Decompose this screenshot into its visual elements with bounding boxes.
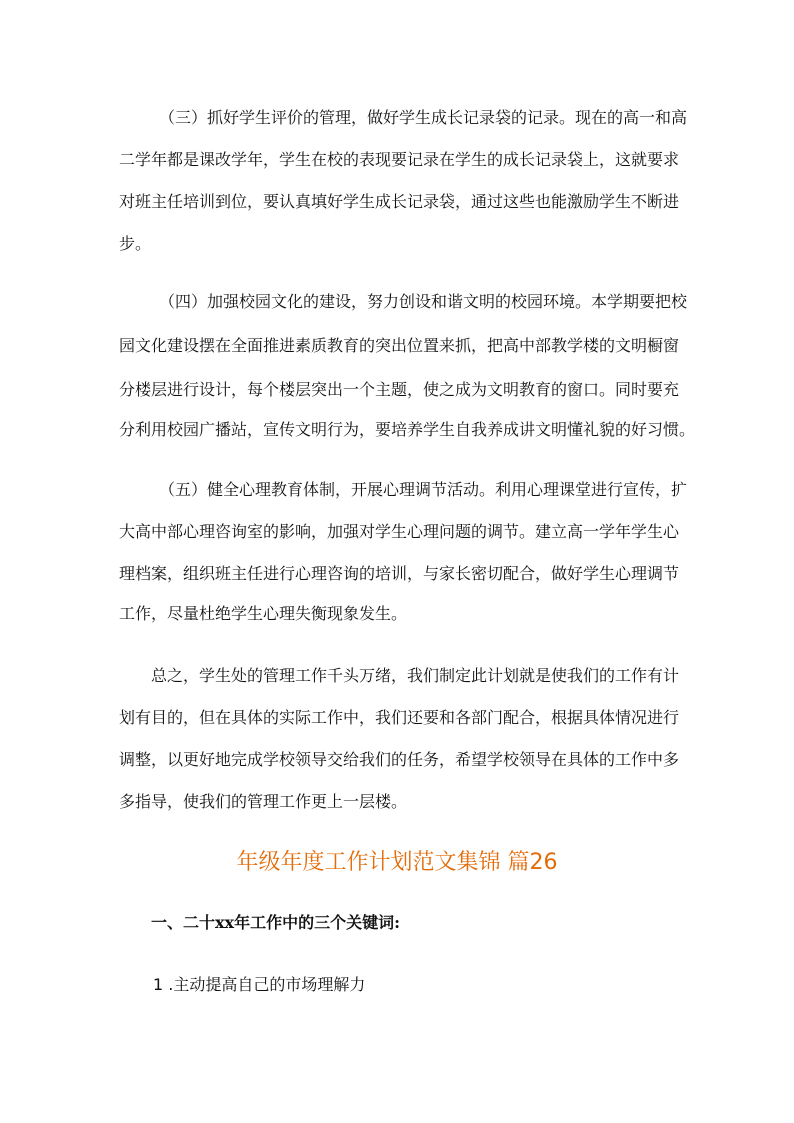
paragraph-line: （三）抓好学生评价的管理，做好学生成长记录袋的记录。现在的高一和高 [159, 108, 688, 127]
paragraph-line: 总之，学生处的管理工作千头万绪，我们制定此计划就是使我们的工作有计 [151, 666, 680, 685]
paragraph-line: 理档案，组织班主任进行心理咨询的培训，与家长密切配合，做好学生心理调节 [119, 564, 680, 583]
paragraph-line: （四）加强校园文化的建设，努力创设和谐文明的校园环境。本学期要把校 [159, 292, 688, 311]
paragraph-line: 二学年都是课改学年，学生在校的表现要记录在学生的成长记录袋上，这就要求 [119, 150, 680, 169]
subsection-title: 一、二十xx年工作中的三个关键词: [151, 913, 400, 932]
paragraph-line: 多指导，使我们的管理工作更上一层楼。 [119, 792, 408, 811]
paragraph-line: 调整，以更好地完成学校领导交给我们的任务，希望学校领导在具体的工作中多 [119, 750, 680, 769]
paragraph-line: 步。 [119, 234, 152, 253]
section-heading: 年级年度工作计划范文集锦 篇26 [236, 850, 558, 875]
paragraph-line: 大高中部心理咨询室的影响，加强对学生心理问题的调节。建立高一学年学生心 [119, 522, 680, 541]
paragraph-line: （五）健全心理教育体制，开展心理调节活动。利用心理课堂进行宣传，扩 [159, 480, 688, 499]
paragraph-line: 对班主任培训到位，要认真填好学生成长记录袋，通过这些也能激励学生不断进 [119, 192, 680, 211]
paragraph-line: 分利用校园广播站，宣传文明行为，要培养学生自我养成讲文明懂礼貌的好习惯。 [119, 420, 696, 439]
list-item: 1 .主动提高自己的市场理解力 [153, 975, 366, 994]
paragraph-line: 工作，尽量杜绝学生心理失衡现象发生。 [119, 604, 408, 623]
paragraph-line: 园文化建设摆在全面推进素质教育的突出位置来抓，把高中部教学楼的文明橱窗 [119, 336, 680, 355]
paragraph-line: 划有目的，但在具体的实际工作中，我们还要和各部门配合，根据具体情况进行 [119, 708, 680, 727]
paragraph-line: 分楼层进行设计，每个楼层突出一个主题，使之成为文明教育的窗口。同时要充 [119, 380, 680, 399]
